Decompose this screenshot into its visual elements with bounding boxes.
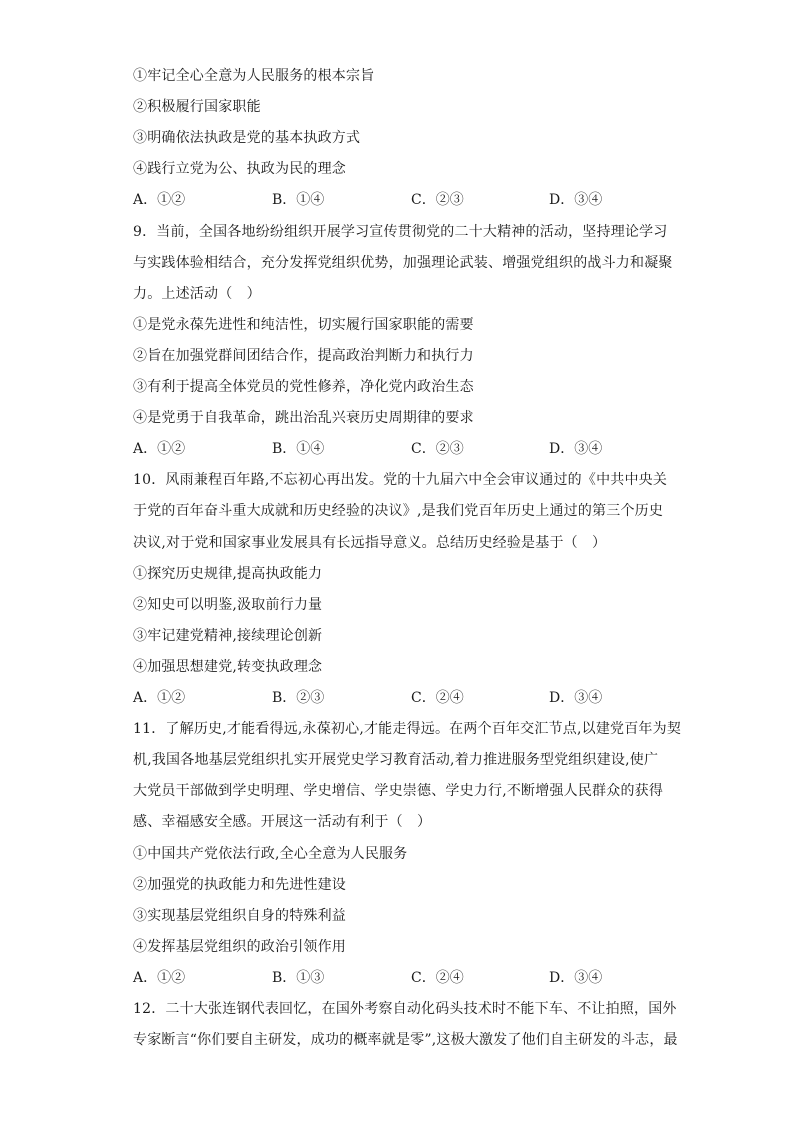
statement-item: ③牢记建党精神,接续理论创新 — [133, 627, 323, 644]
statement-item: ①探究历史规律,提高执政能力 — [133, 565, 323, 582]
answer-option-a[interactable]: A．①② — [133, 441, 186, 458]
answer-options — [133, 439, 663, 459]
question-stem-line: 决议,对于党和国家事业发展具有长远指导意义。总结历史经验是基于（ ） — [133, 534, 607, 551]
statement-item: ④发挥基层党组织的政治引领作用 — [133, 938, 346, 955]
statement-item: ③明确依法执政是党的基本执政方式 — [133, 130, 361, 147]
question-stem-line: 与实践体验相结合，充分发挥党组织优势，加强理论武装、增强党组织的战斗力和凝聚 — [133, 254, 673, 271]
answer-option-d[interactable]: D．③④ — [549, 441, 603, 458]
question-stem-line: 于党的百年奋斗重大成就和历史经验的决议》,是我们党百年历史上通过的第三个历史 — [133, 503, 664, 520]
question-stem-line: 11．了解历史,才能看得远,永葆初心,才能走得远。在两个百年交汇节点,以建党百年为契 — [133, 721, 682, 738]
answer-options — [133, 190, 663, 210]
answer-option-c[interactable]: C．②④ — [411, 690, 464, 706]
statement-item: ③实现基层党组织自身的特殊利益 — [133, 907, 346, 924]
answer-option-b[interactable]: B．①④ — [272, 441, 325, 458]
question-stem-line: 12．二十大张连钢代表回忆，在国外考察自动化码头技术时不能下车、不让拍照，国外 — [133, 1001, 677, 1017]
statement-item: ②旨在加强党群间团结合作，提高政治判断力和执行力 — [133, 347, 474, 364]
answer-option-c[interactable]: C．②③ — [411, 441, 464, 458]
statement-item: ②加强党的执政能力和先进性建设 — [133, 876, 346, 893]
statement-item: ②知史可以明鉴,汲取前行力量 — [133, 596, 323, 613]
question-stem-line: 感、幸福感安全感。开展这一活动有利于（ ） — [133, 814, 432, 831]
question-stem-line: 10．风雨兼程百年路,不忘初心再出发。党的十九届六中全会审议通过的《中共中央关 — [133, 472, 668, 489]
answer-option-c[interactable]: C．②③ — [411, 192, 464, 209]
question-stem-line: 机,我国各地基层党组织扎实开展党史学习教育活动,着力推进服务型党组织建设,使广 — [133, 752, 659, 769]
answer-option-b[interactable]: B．②③ — [272, 690, 325, 706]
answer-option-c[interactable]: C．②④ — [411, 969, 464, 986]
answer-option-a[interactable]: A．①② — [133, 969, 186, 986]
statement-item: ②积极履行国家职能 — [133, 99, 261, 116]
question-stem-line: 力。上述活动（ ） — [133, 285, 261, 302]
question-stem-line: 专家断言“你们要自主研发，成功的概率就是零”,这极大激发了他们自主研发的斗志，最 — [133, 1032, 678, 1049]
answer-option-a[interactable]: A．①② — [133, 192, 186, 209]
answer-option-a[interactable]: A．①② — [133, 690, 186, 706]
answer-option-b[interactable]: B．①③ — [272, 969, 325, 986]
answer-options — [133, 968, 663, 988]
answer-option-d[interactable]: D．③④ — [549, 690, 603, 706]
statement-item: ④践行立党为公、执政为民的理念 — [133, 161, 346, 178]
answer-option-b[interactable]: B．①④ — [272, 192, 325, 209]
answer-option-d[interactable]: D．③④ — [549, 192, 603, 209]
statement-item: ①牢记全心全意为人民服务的根本宗旨 — [133, 68, 375, 84]
answer-options — [133, 688, 663, 708]
statement-item: ④是党勇于自我革命，跳出治乱兴衰历史周期律的要求 — [133, 410, 474, 427]
answer-option-d[interactable]: D．③④ — [549, 969, 603, 986]
statement-item: ④加强思想建党,转变执政理念 — [133, 658, 323, 675]
question-stem-line: 大党员干部做到学史明理、学史增信、学史崇德、学史力行,不断增强人民群众的获得 — [133, 783, 664, 800]
question-stem-line: 9．当前，全国各地纷纷组织开展学习宣传贯彻党的二十大精神的活动，坚持理论学习 — [133, 223, 668, 240]
statement-item: ①是党永葆先进性和纯洁性，切实履行国家职能的需要 — [133, 316, 474, 333]
statement-item: ③有利于提高全体党员的党性修养，净化党内政治生态 — [133, 379, 474, 395]
statement-item: ①中国共产党依法行政,全心全意为人民服务 — [133, 845, 408, 862]
